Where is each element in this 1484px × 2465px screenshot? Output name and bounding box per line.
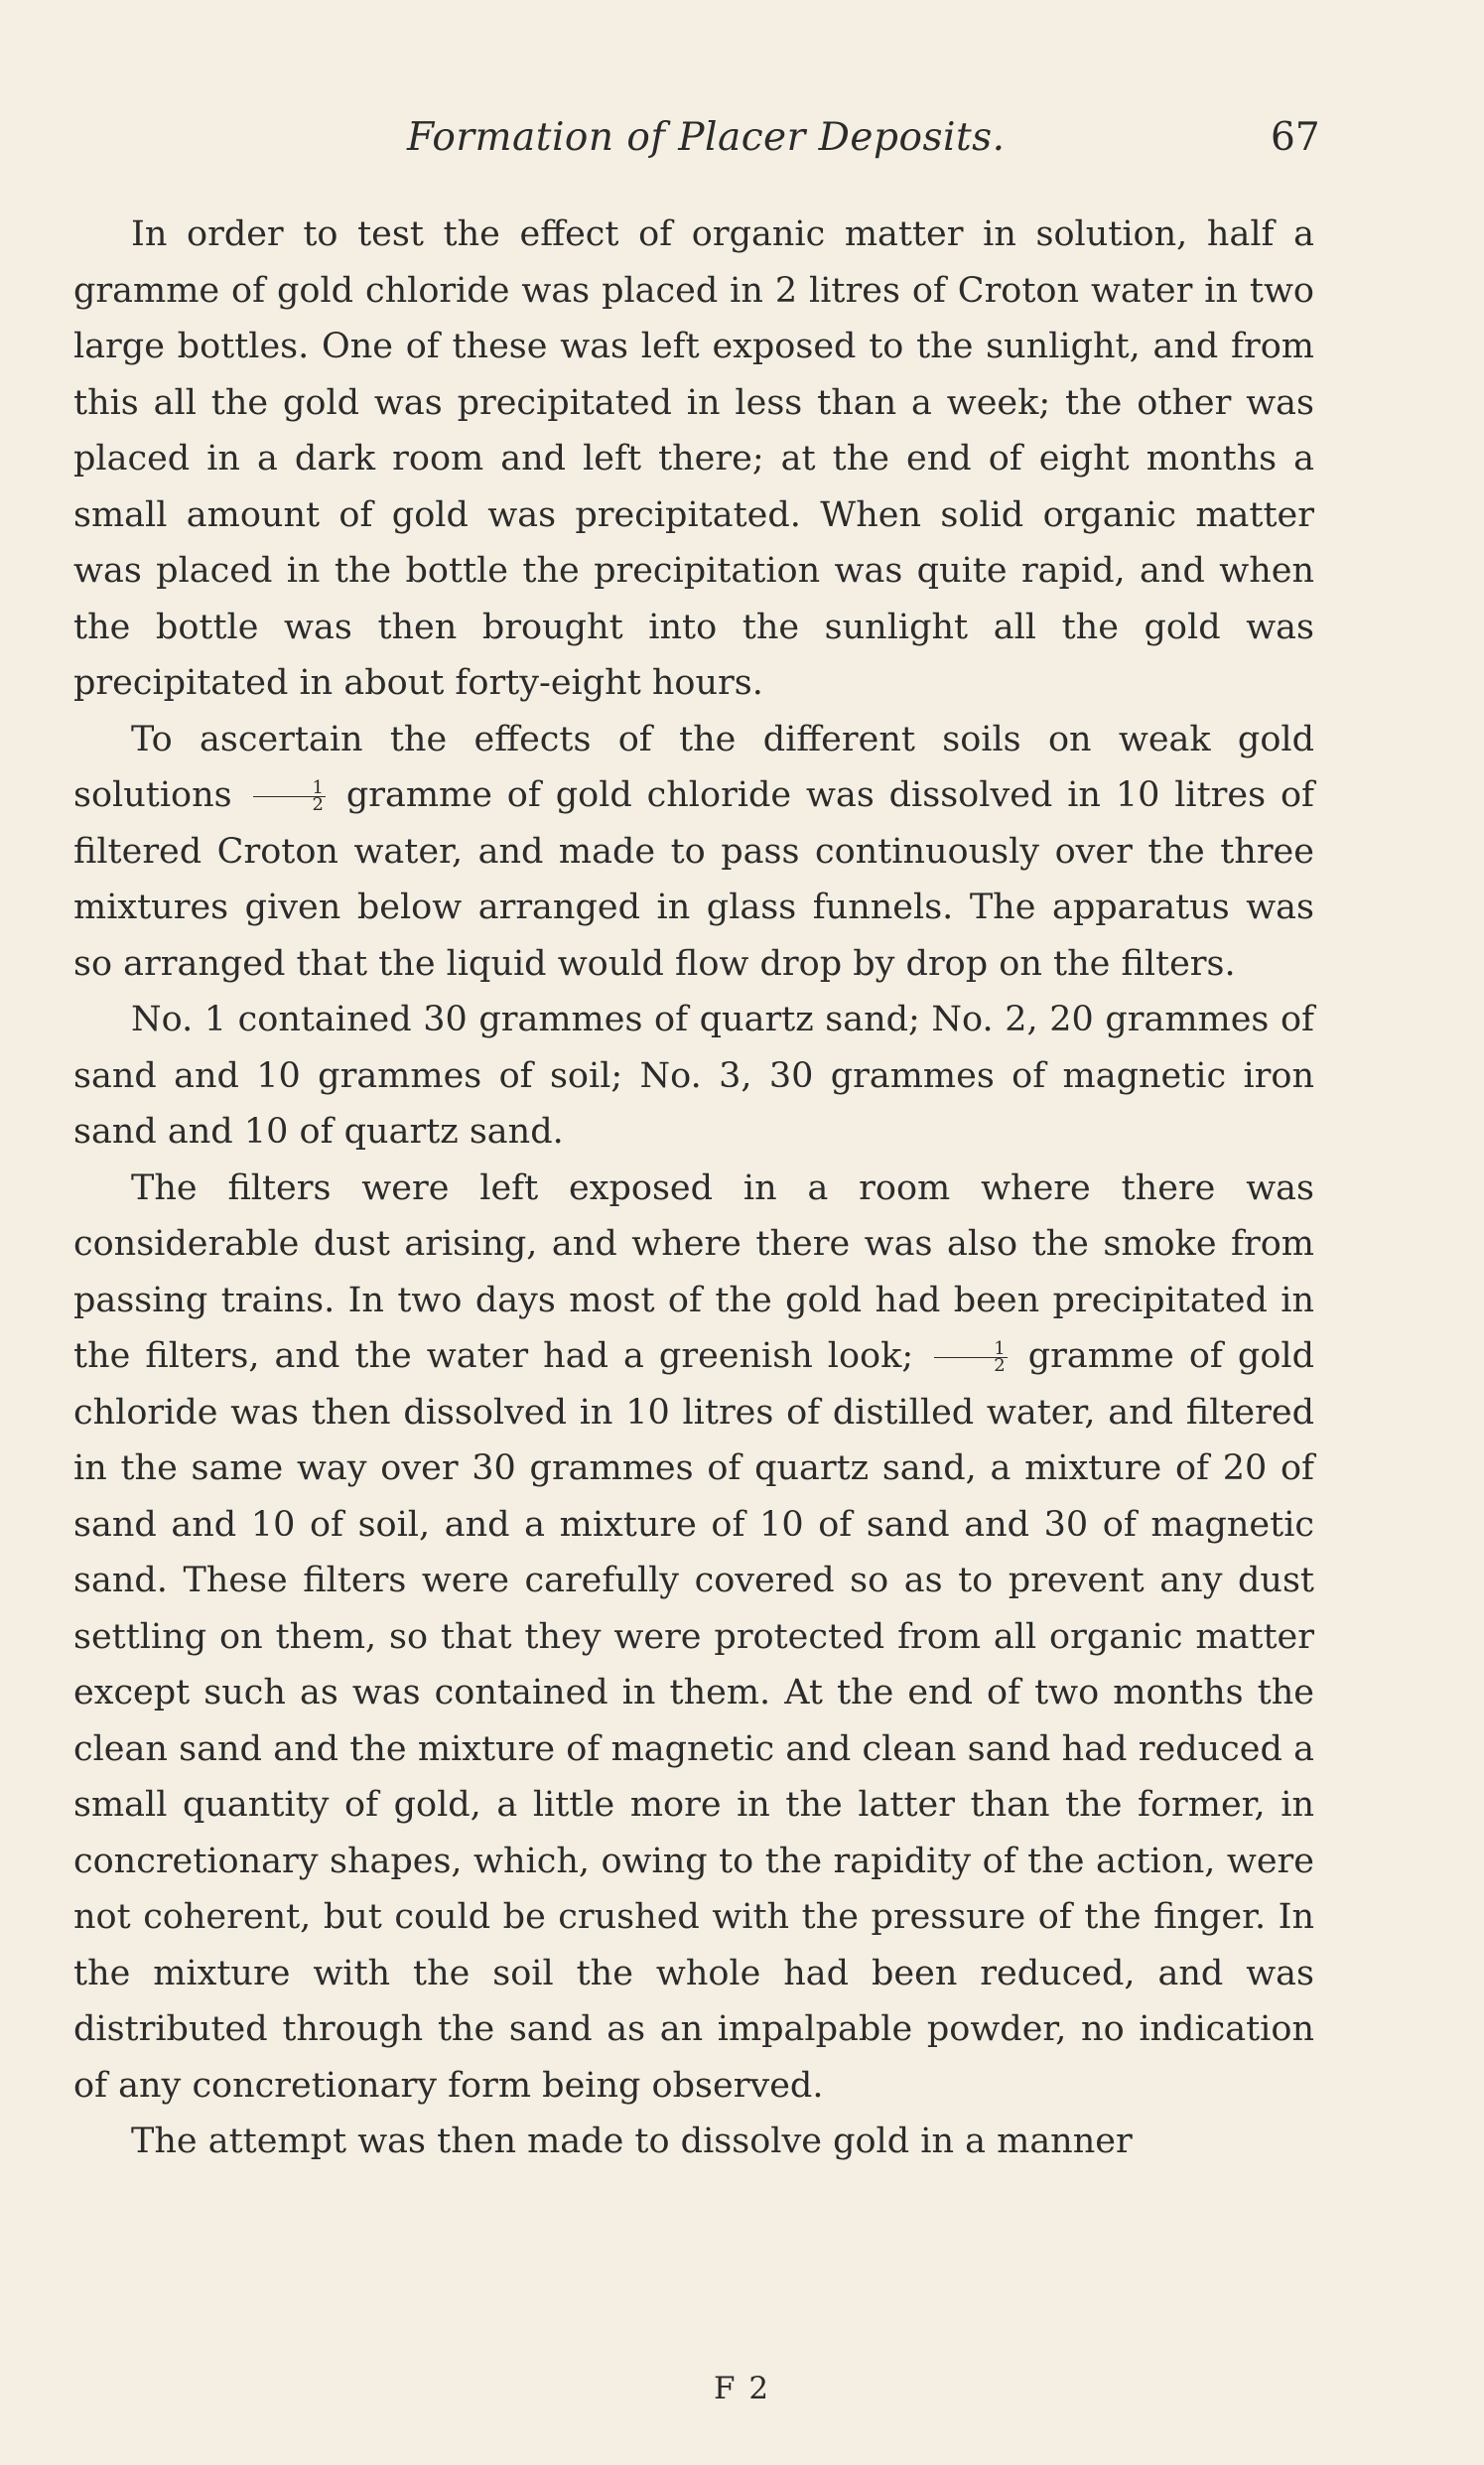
paragraph-5: The attempt was then made to dissolve gold in a manner — [131, 2122, 1133, 2161]
running-title: Formation of Placer Deposits. — [407, 115, 1006, 160]
fraction-numerator: 1 — [253, 780, 326, 797]
paragraph-2-after: gramme of gold chloride was dissolved in 10 litres of filtered Croton water, and made to pass continuously over the three mixtures given below arranged in glass funnels. The apparatus was so arranged that the liquid would flow drop by drop on the filters. — [73, 775, 1314, 984]
paragraph-4-after: gramme of gold chloride was then dissolved in 10 litres of distilled water, and filtered in the same way over 30 grammes of quartz sand, a mixture of 20 of sand and 10 of soil, and a mixture of 10 of sand and 30 of magnetic sand. These filters were carefully covered so as to prevent any dust settling on them, so that they were protected from all organic matter except such as was contained in them. At the end of two months the clean sand and the mixture of magnetic and clean sand had reduced a small quantity of gold, a little more in the latter than the former, in concretionary shapes, which, owing to the rapidity of the action, were not coherent, but could be crushed with the pressure of the finger. In the mixture with the soil the whole had been reduced, and was distributed through the sand as an impalpable powder, no indication of any concretionary form being observed. — [73, 1336, 1314, 2106]
paragraph-3: No. 1 contained 30 grammes of quartz sand; No. 2, 20 grammes of sand and 10 grammes of soil; No. 3, 30 grammes of magnetic iron sand and 10 of quartz sand. — [73, 1000, 1314, 1152]
paragraph-2 — [73, 712, 1314, 993]
page-number: 67 — [1271, 115, 1320, 160]
paragraph-2-before: To ascertain the effects of the different soils on weak gold solutions — [73, 719, 1314, 815]
body-text — [73, 206, 1314, 2170]
signature-mark: F 2 — [713, 2371, 771, 2406]
fraction-denominator: 2 — [312, 794, 324, 815]
paragraph-4 — [73, 1161, 1314, 2115]
paragraph-4-before: The filters were left exposed in a room where there was considerable dust arising, and where there was also the smoke from passing trains. In two days most of the gold had been precipitated in the filters, and the water had a greenish look; — [73, 1167, 1314, 1376]
fraction-half — [253, 777, 326, 815]
fraction-numerator: 1 — [934, 1341, 1007, 1358]
fraction-denominator: 2 — [994, 1355, 1006, 1376]
fraction-half — [934, 1338, 1007, 1376]
running-head — [0, 115, 1484, 175]
paragraph-1: In order to test the effect of organic matter in solution, half a gramme of gold chloride was placed in 2 litres of Croton water in two large bottles. One of these was left exposed to the sunlight, and from this all the gold was precipitated in less than a week; the other was placed in a dark room and left there; at the end of eight months a small amount of gold was precipitated. When solid organic matter was placed in the bottle the precipitation was quite rapid, and when the bottle was then brought into the sunlight all the gold was precipitated in about forty-eight hours. — [73, 214, 1314, 703]
